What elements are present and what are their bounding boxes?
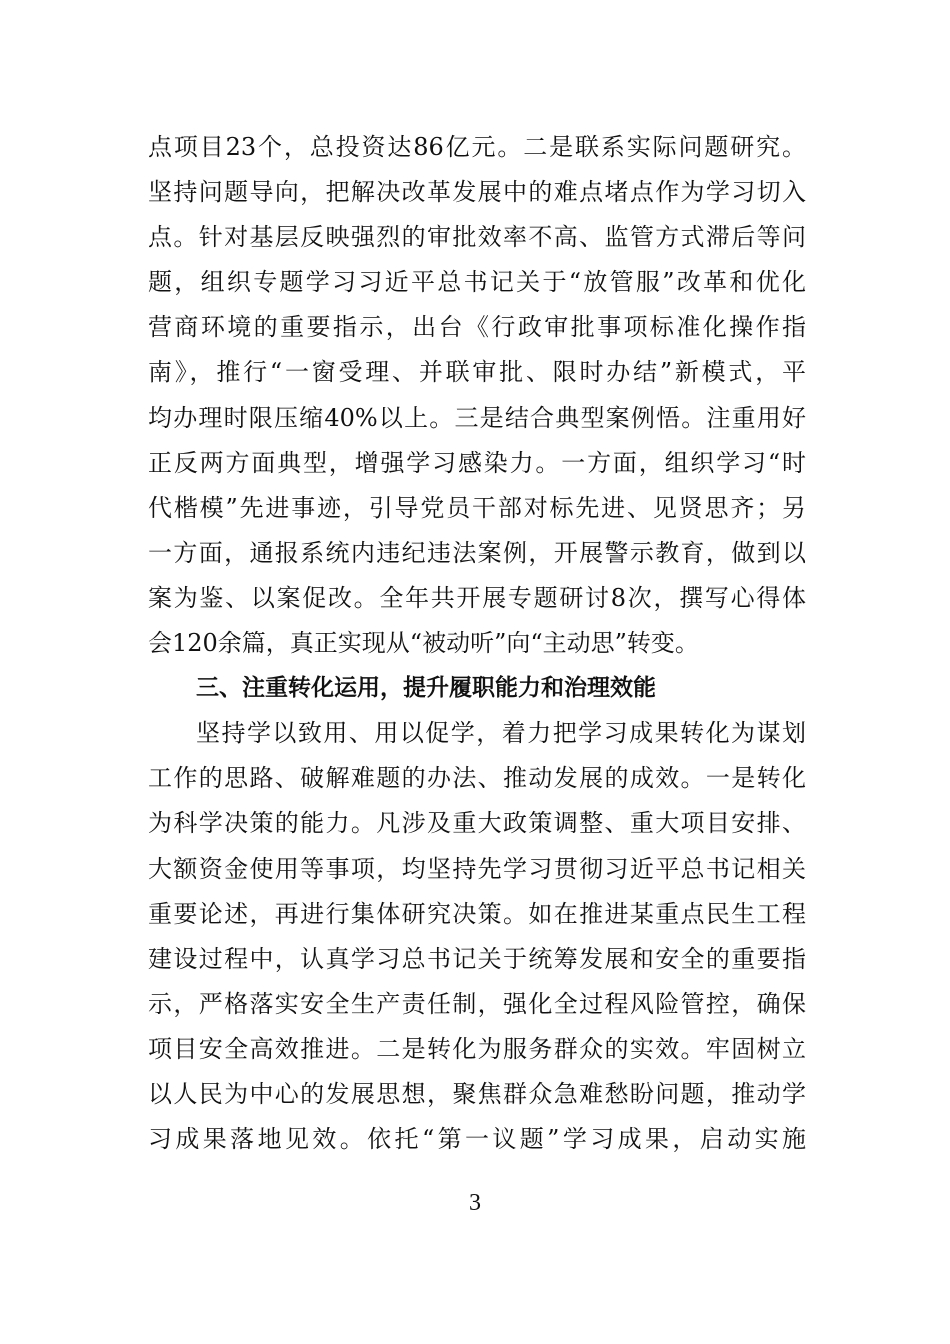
text-line: 习成果落地见效。依托“第一议题”学习成果，启动实施 xyxy=(148,1125,806,1154)
text-line: 坚持学以致用、用以促学，着力把学习成果转化为谋划 xyxy=(196,719,806,748)
text-line: 代楷模”先进事迹，引导党员干部对标先进、见贤思齐；另 xyxy=(148,493,806,522)
text-line: 为科学决策的能力。凡涉及重大政策调整、重大项目安排、 xyxy=(148,809,806,838)
paragraph xyxy=(148,125,806,666)
text-line: 点项目23个，总投资达86亿元。二是联系实际问题研究。 xyxy=(148,133,806,161)
text-line: 项目安全高效推进。二是转化为服务群众的实效。牢固树立 xyxy=(148,1034,806,1063)
text-line: 重要论述，再进行集体研究决策。如在推进某重点民生工程 xyxy=(148,899,806,928)
text-line: 均办理时限压缩40%以上。三是结合典型案例悟。注重用好 xyxy=(148,403,806,432)
text-line: 南》，推行“一窗受理、并联审批、限时办结”新模式，平 xyxy=(148,358,806,387)
text-line: 建设过程中，认真学习总书记关于统筹发展和安全的重要指 xyxy=(148,944,806,973)
paragraph xyxy=(148,711,806,1162)
text-line: 大额资金使用等事项，均坚持先学习贯彻习近平总书记相关 xyxy=(148,854,806,883)
text-line: 以人民为中心的发展思想，聚焦群众急难愁盼问题，推动学 xyxy=(148,1079,806,1108)
text-line: 示，严格落实安全生产责任制，强化全过程风险管控，确保 xyxy=(148,989,806,1018)
text-line: 案为鉴、以案促改。全年共开展专题研讨8次，撰写心得体 xyxy=(148,583,806,612)
text-line: 工作的思路、破解难题的办法、推动发展的成效。一是转化 xyxy=(148,764,806,793)
text-line: 营商环境的重要指示，出台《行政审批事项标准化操作指 xyxy=(148,313,806,342)
text-line: 正反两方面典型，增强学习感染力。一方面，组织学习“时 xyxy=(148,448,806,477)
body-text xyxy=(148,125,806,1162)
text-line: 题，组织专题学习习近平总书记关于“放管服”改革和优化 xyxy=(148,268,806,297)
text-line: 点。针对基层反映强烈的审批效率不高、监管方式滞后等问 xyxy=(148,223,806,252)
text-line: 会120余篇，真正实现从“被动听”向“主动思”转变。 xyxy=(148,629,699,658)
text-line: 坚持问题导向，把解决改革发展中的难点堵点作为学习切入 xyxy=(148,178,806,207)
page-number: 3 xyxy=(469,1190,481,1216)
text-line: 一方面，通报系统内违纪违法案例，开展警示教育，做到以 xyxy=(148,538,806,567)
section-heading: 三、注重转化运用，提升履职能力和治理效能 xyxy=(196,675,656,702)
